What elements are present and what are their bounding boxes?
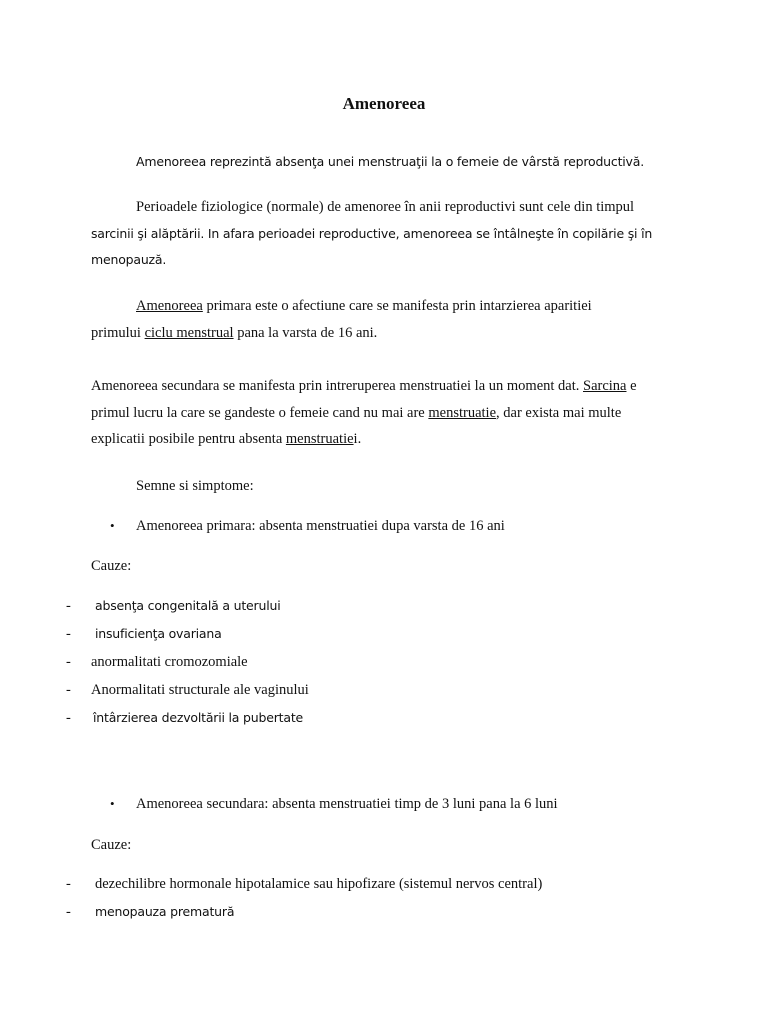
bullet-dot: • [110,518,115,533]
paragraph-primary-text-3: pana la varsta de 16 ani. [233,324,378,341]
paragraph-physiological-line-2: sarcinii şi alăptării. In afara perioadei reproductive, amenoreea se întâlneşte în copilărie şi în [91,225,653,241]
paragraph-physiological-line-3: menopauză. [91,252,167,267]
link-menstruatie[interactable]: menstruatie [428,404,497,421]
paragraph-secondary-text-1: Amenoreea secundara se manifesta prin intreruperea menstruatiei la un moment dat. [91,378,583,394]
link-ciclu-menstrual[interactable]: ciclu menstrual [144,324,234,341]
paragraph-secondary-text-2: e [626,378,637,394]
causes-label-secondary: Cauze: [91,837,132,853]
bullet-dot: • [110,796,115,811]
paragraph-primary-line-1 [91,293,681,320]
list-item [66,873,542,895]
causes-label-primary: Cauze: [91,558,132,574]
paragraph-secondary-line-3 [91,426,681,453]
list-item-text: absenţa congenitală a uterului [95,598,281,613]
list-item [66,679,309,701]
link-amenoreea[interactable]: Amenoreea [136,298,203,314]
dash-marker: - [66,654,71,670]
bullet-secondary-text: Amenoreea secundara: absenta menstruatiei timp de 3 luni pana la 6 luni [136,796,558,812]
paragraph-secondary-text-3: primul lucru la care se gandeste o femeie cand nu mai are [91,404,429,421]
dash-marker: - [66,598,71,614]
symptoms-heading: Semne si simptome: [136,478,254,494]
paragraph-secondary-text-6: i. [353,431,362,447]
paragraph-secondary-line-1 [91,373,681,400]
dash-marker: - [66,876,71,892]
list-item [66,595,280,617]
list-item [66,707,303,729]
paragraph-primary-line-2 [91,320,681,347]
dash-marker: - [66,626,71,642]
list-item-text: menopauza prematură [95,904,235,919]
document-title: Amenoreea [342,94,426,113]
list-item-text: insuficienţa ovariana [95,626,222,641]
paragraph-primary [91,293,681,346]
paragraph-secondary-line-2 [91,400,681,427]
paragraph-primary-text-2: primului [91,324,145,341]
list-item-text: dezechilibre hormonale hipotalamice sau hipofizare (sistemul nervos central) [95,876,543,892]
paragraph-secondary-text-4: , dar exista mai multe [496,404,622,421]
link-menstruatiei[interactable]: menstruatie [285,431,354,447]
paragraph-definition [91,149,681,176]
list-item [66,901,234,923]
list-item-text: anormalitati cromozomiale [91,654,248,670]
paragraph-physiological-line-1: Perioadele fiziologice (normale) de amenoree în anii reproductivi sunt cele din timpul [136,199,635,215]
bullet-primary [110,515,505,537]
paragraph-definition-text: Amenoreea reprezintă absenţa unei menstruaţii la o femeie de vârstă reproductivă. [136,154,644,169]
paragraph-secondary [91,373,681,453]
bullet-secondary [110,793,558,815]
bullet-primary-text: Amenoreea primara: absenta menstruatiei dupa varsta de 16 ani [136,518,505,534]
link-sarcina[interactable]: Sarcina [583,378,627,394]
dash-marker: - [66,904,71,920]
list-item-text: Anormalitati structurale ale vaginului [91,682,309,698]
list-item [66,623,222,645]
dash-marker: - [66,710,71,726]
dash-marker: - [66,682,71,698]
paragraph-primary-text-1: primara este o afectiune care se manifesta prin intarzierea aparitiei [202,298,592,314]
paragraph-secondary-text-5: explicatii posibile pentru absenta [91,431,286,447]
paragraph-physiological [91,194,681,274]
list-item [66,651,248,673]
list-item-text: întârzierea dezvoltării la pubertate [93,710,304,725]
